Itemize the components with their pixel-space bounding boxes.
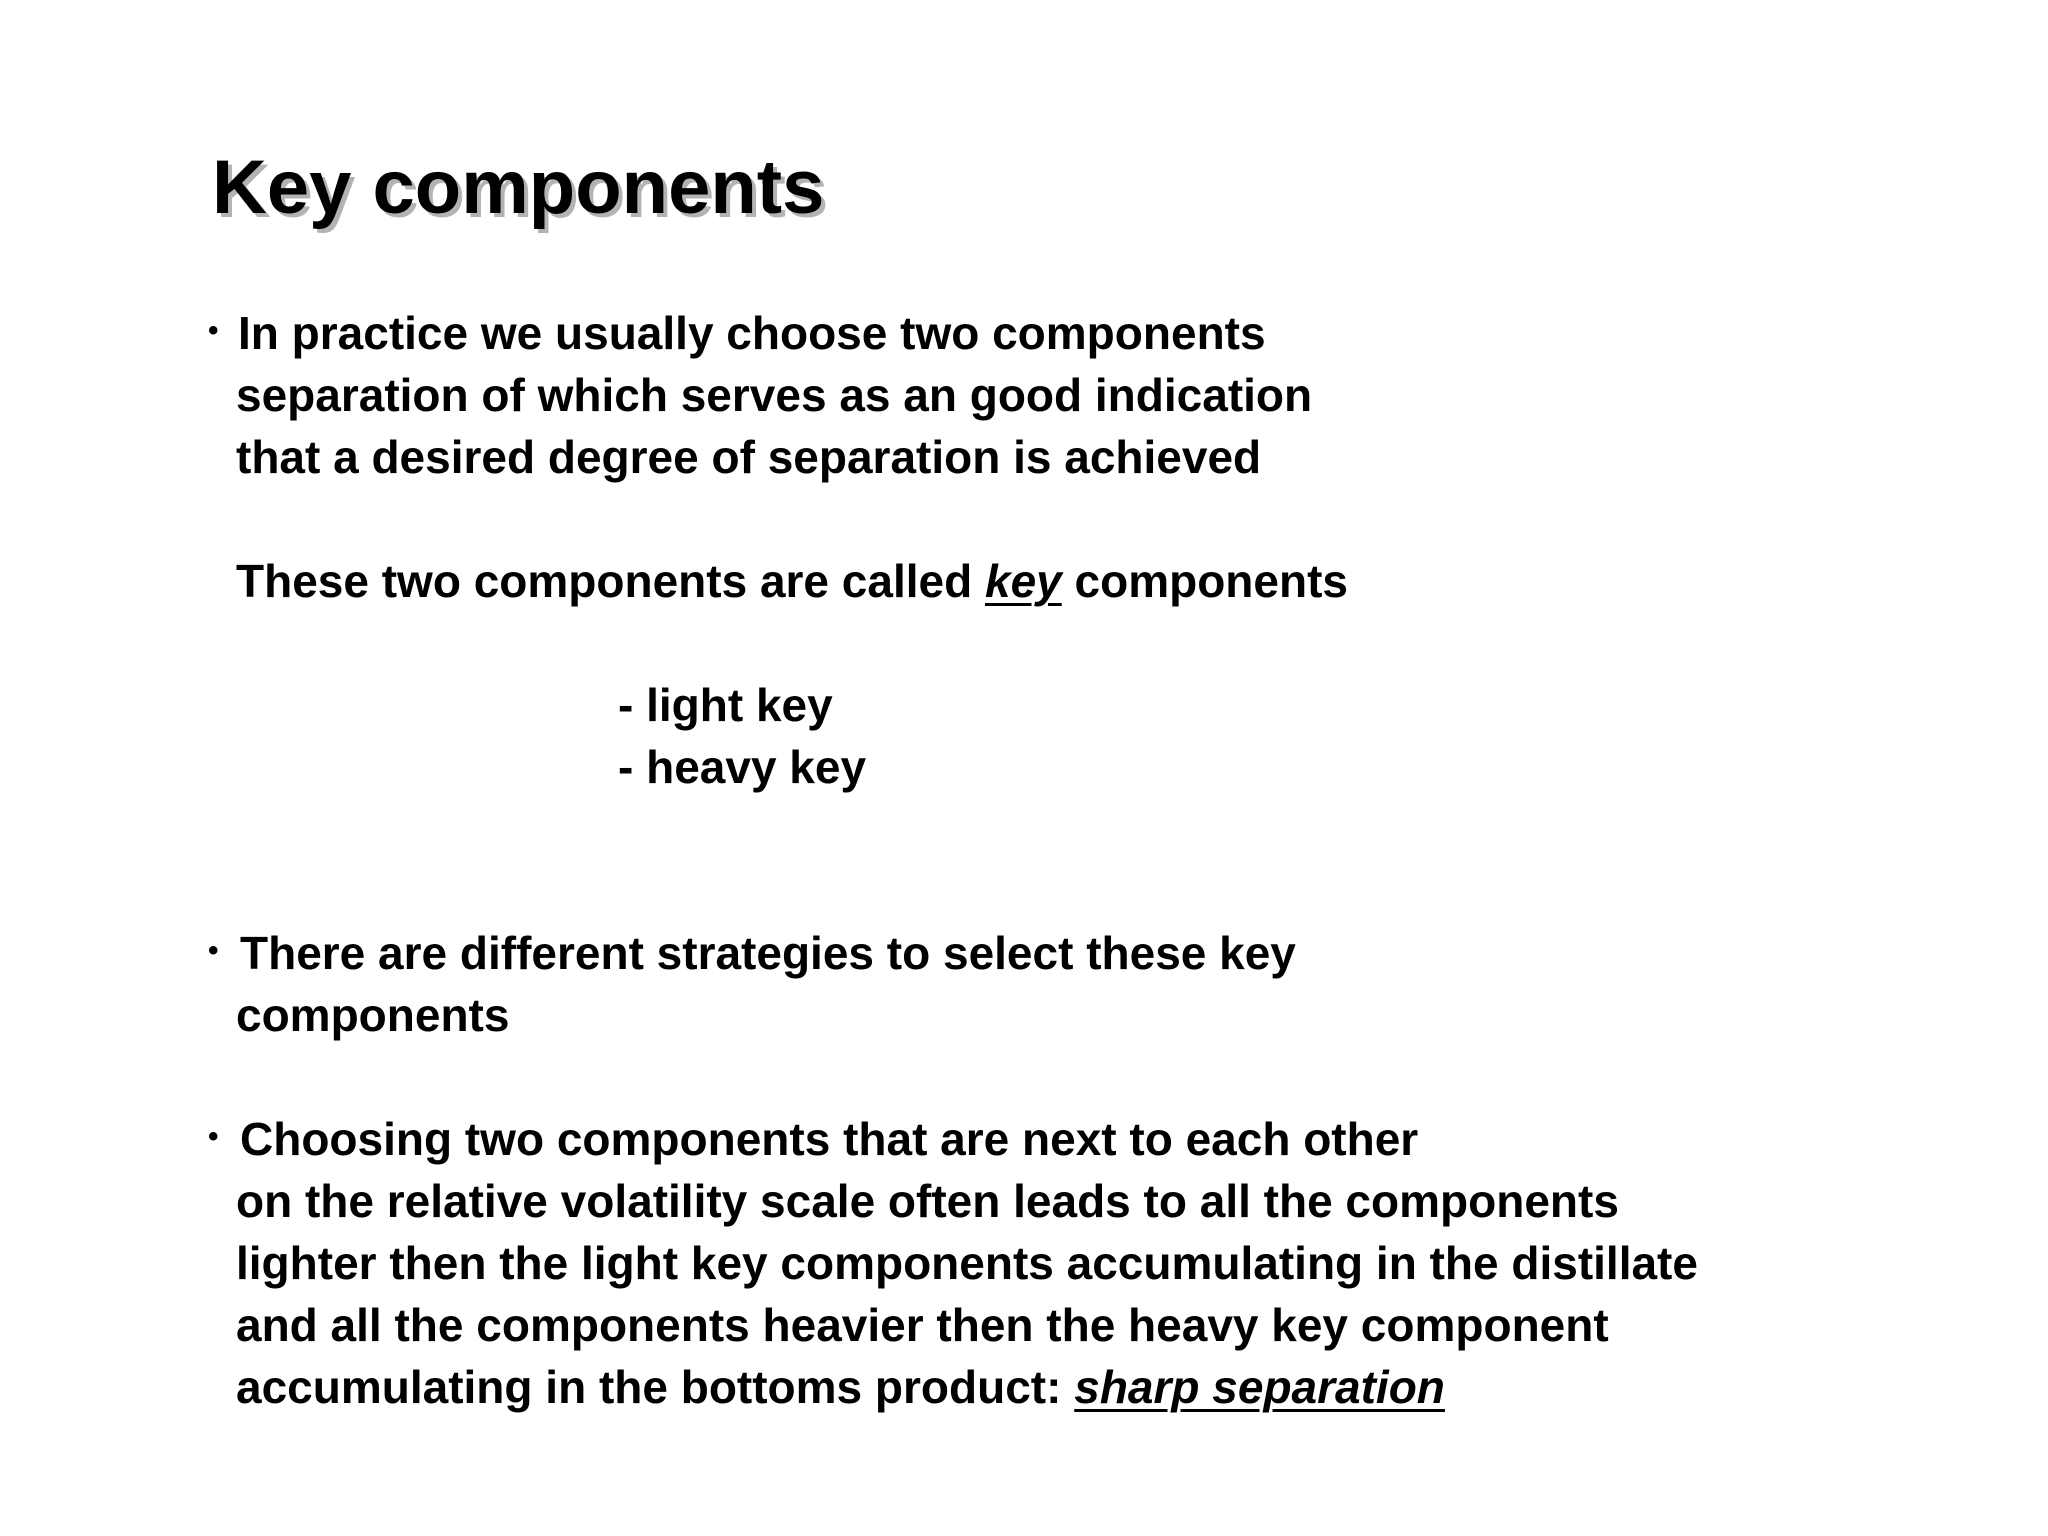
bullet3-line5-before: accumulating in the bottoms product:	[236, 1361, 1075, 1413]
bullet3-line2: on the relative volatility scale often leads to all the components	[236, 1175, 1619, 1227]
bullet2-line2: components	[236, 989, 510, 1041]
sharp-separation-term: sharp separation	[1074, 1361, 1445, 1413]
bullet-marker: •	[208, 934, 219, 967]
bullet-marker: •	[208, 1120, 219, 1153]
bullet-marker: •	[208, 314, 219, 347]
key-term: key	[984, 555, 1062, 607]
bullet1-line3: that a desired degree of separation is achieved	[236, 431, 1262, 483]
key-components-sentence	[236, 550, 1348, 612]
bullet3-line3: lighter then the light key components accumulating in the distillate	[236, 1237, 1698, 1289]
bullet3-line5	[236, 1356, 1445, 1418]
slide-title: Key components	[212, 145, 825, 230]
key-sentence-after: components	[1061, 555, 1348, 607]
sub-item-light-key: - light key	[618, 679, 833, 731]
bullet3-line4: and all the components heavier then the heavy key component	[236, 1299, 1609, 1351]
bullet1-line1: In practice we usually choose two components	[238, 307, 1266, 359]
bullet2-line1: There are different strategies to select these key	[240, 927, 1296, 979]
bullet3-line1: Choosing two components that are next to each other	[240, 1113, 1419, 1165]
bullet1-line2: separation of which serves as an good indication	[236, 369, 1313, 421]
sub-item-heavy-key: - heavy key	[618, 741, 867, 793]
key-sentence-before: These two components are called	[236, 555, 985, 607]
